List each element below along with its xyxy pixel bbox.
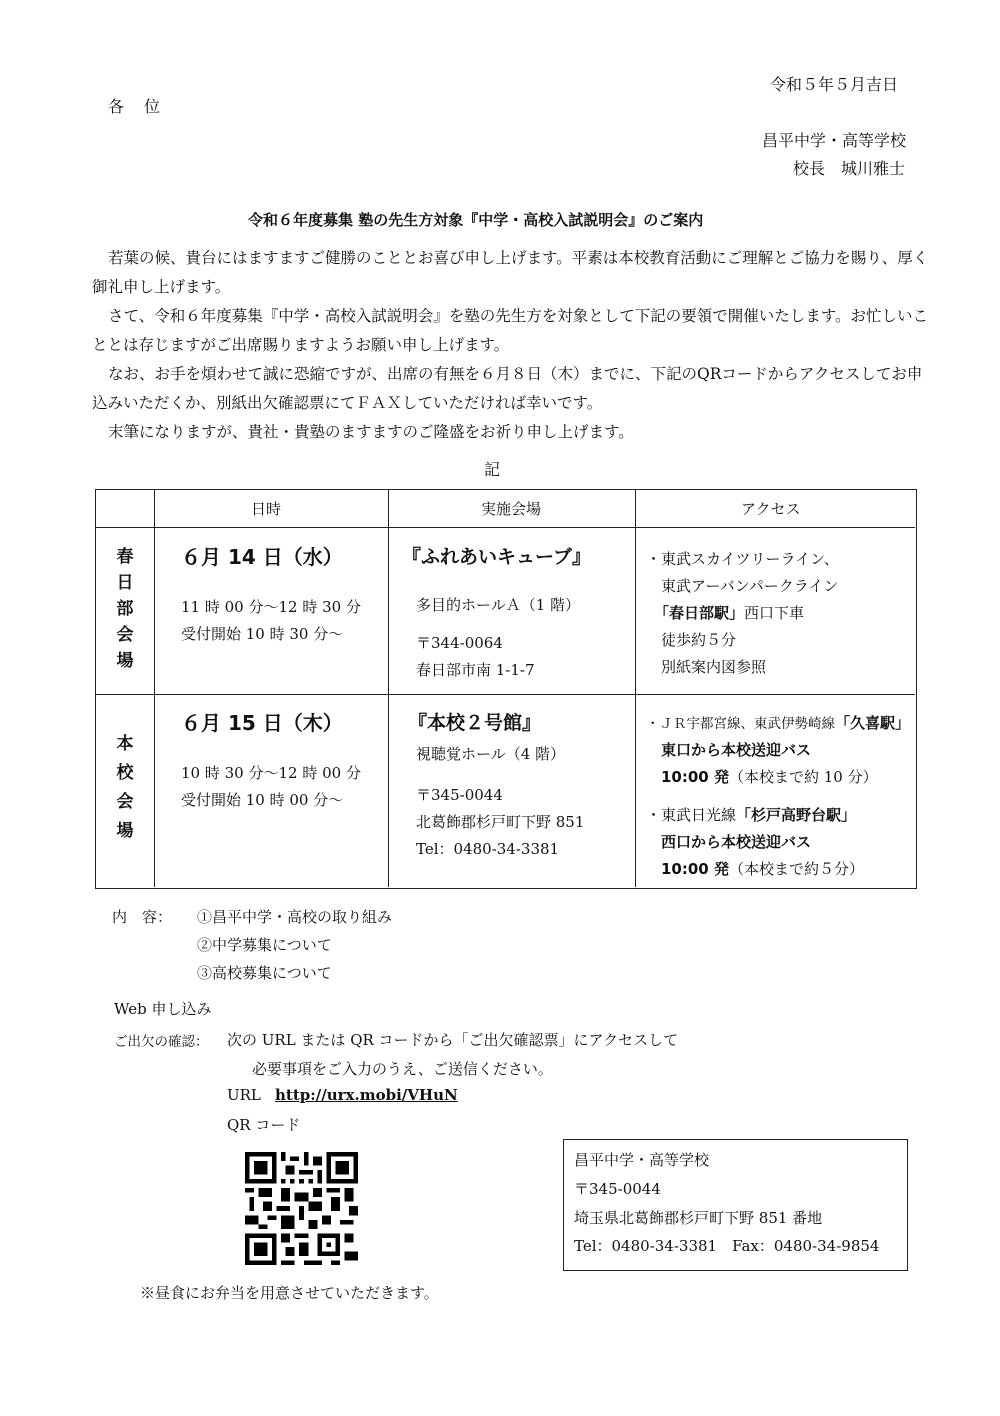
sender-school: 昌平中学・高等学校: [762, 131, 907, 150]
row2-access2-line: ・東武日光線「杉戸高野台駅」: [646, 806, 857, 824]
row2-access1-depart: 10:00 発（本校まで約 10 分）: [661, 768, 878, 786]
row1-address: 春日部市南 1-1-7: [416, 661, 535, 679]
table-row-divider: [96, 694, 915, 695]
contact-school: 昌平中学・高等学校: [574, 1151, 710, 1169]
paragraph-request: なお、お手を煩わせて誠に恐縮ですが、出席の有無を６月８日（木）までに、下記のQRコードからアクセスしてお申込みいただくか、別紙出欠確認票にてＦＡＸしていただければ幸いです。: [92, 365, 923, 412]
header-datetime: 日時: [251, 500, 282, 518]
paragraph-greeting: 若葉の候、貴台にはますますご健勝のこととお喜び申し上げます。平素は本校教育活動にご理解とご協力を賜り、厚く御礼申し上げます。: [92, 249, 929, 296]
paragraph-closing: 末筆になりますが、貴社・貴塾のますますのご隆盛をお祈り申し上げます。: [108, 423, 634, 441]
table-col-divider-1: [154, 490, 155, 887]
row2-time: 10 時 30 分～12 時 00 分: [181, 764, 361, 782]
row1-time: 11 時 00 分～12 時 30 分: [181, 598, 361, 616]
qr-label: QR コード: [227, 1116, 301, 1134]
confirm-label: ご出欠の確認：: [114, 1034, 209, 1050]
contact-box: [563, 1139, 908, 1271]
sender-principal: 校長 城川雅士: [793, 159, 906, 178]
row2-reception: 受付開始 10 時 00 分～: [181, 791, 344, 809]
table-col-divider-3: [635, 490, 636, 887]
qr-code-icon[interactable]: [245, 1152, 358, 1265]
row1-access-map: 別紙案内図参照: [661, 658, 767, 676]
contents-item: ①昌平中学・高校の取り組み: [197, 908, 393, 926]
contact-tel-fax: Tel：0480-34-3381 Fax：0480-34-9854: [574, 1237, 880, 1255]
row1-access-station-line: 「春日部駅」西口下車: [654, 604, 805, 622]
row2-hall: 視聴覚ホール（4 階）: [416, 745, 566, 763]
row1-reception: 受付開始 10 時 30 分～: [181, 625, 344, 643]
row2-tel: Tel：0480-34-3381: [416, 840, 560, 858]
header-access: アクセス: [741, 500, 801, 518]
paragraph-announcement: さて、令和６年度募集『中学・高校入試説明会』を塾の先生方を対象として下記の要領で開催いたします。お忙しいこととは存じますがご出席賜りますようお願い申し上げます。: [92, 307, 928, 354]
contents-item: ②中学募集について: [197, 936, 332, 954]
issue-date: 令和５年５月吉日: [770, 75, 899, 94]
row1-postal: 〒344-0064: [416, 634, 503, 652]
row1-access-line1: ・東武スカイツリーライン、: [646, 550, 839, 568]
row1-access-line2: 東武アーバンパークライン: [661, 577, 839, 595]
row2-access1-bus: 東口から本校送迎バス: [661, 741, 812, 759]
addressee: 各 位: [108, 97, 163, 116]
contact-address: 埼玉県北葛飾郡杉戸町下野 851 番地: [574, 1209, 823, 1227]
header-venue: 実施会場: [481, 500, 542, 518]
venue-label-honko: 本 校 会 場: [116, 734, 134, 841]
row1-date: ６月 14 日（水）: [181, 545, 343, 569]
row2-place-name: 『本校２号館』: [408, 712, 542, 734]
contents-item: ③高校募集について: [197, 964, 332, 982]
table-header-divider: [96, 527, 915, 528]
row2-address: 北葛飾郡杉戸町下野 851: [416, 813, 585, 831]
web-heading: Web 申し込み: [114, 1000, 212, 1018]
row1-hall: 多目的ホールＡ（1 階）: [416, 596, 581, 614]
registration-url-link[interactable]: http://urx.mobi/VHuN: [275, 1086, 458, 1104]
web-instruction-1: 次の URL または QR コードから「ご出欠確認票」にアクセスして: [227, 1031, 679, 1049]
row1-place-name: 『ふれあいキューブ』: [402, 546, 592, 568]
schedule-table: [95, 489, 917, 889]
row1-access-walk: 徒歩約５分: [661, 631, 737, 649]
contents-label: 内 容：: [112, 908, 173, 926]
row2-access2-bus: 西口から本校送迎バス: [661, 833, 812, 851]
row2-access1-line: ・ＪＲ宇都宮線、東武伊勢崎線「久喜駅」: [646, 714, 911, 732]
ki-heading: 記: [484, 460, 501, 479]
row2-access2-depart: 10:00 発（本校まで約５分）: [661, 860, 864, 878]
table-col-divider-2: [388, 490, 389, 887]
venue-label-kasukabe: 春 日 部 会 場: [116, 547, 134, 671]
url-label: URL: [227, 1086, 261, 1104]
document-title: 令和６年度募集 塾の先生方対象『中学・高校入試説明会』のご案内: [248, 211, 704, 229]
contact-postal: 〒345-0044: [574, 1180, 661, 1198]
row2-postal: 〒345-0044: [416, 786, 503, 804]
lunch-footnote: ※昼食にお弁当を用意させていただきます。: [140, 1284, 439, 1302]
row2-date: ６月 15 日（木）: [181, 711, 343, 735]
web-instruction-2: 必要事項をご入力のうえ、ご送信ください。: [252, 1060, 553, 1078]
